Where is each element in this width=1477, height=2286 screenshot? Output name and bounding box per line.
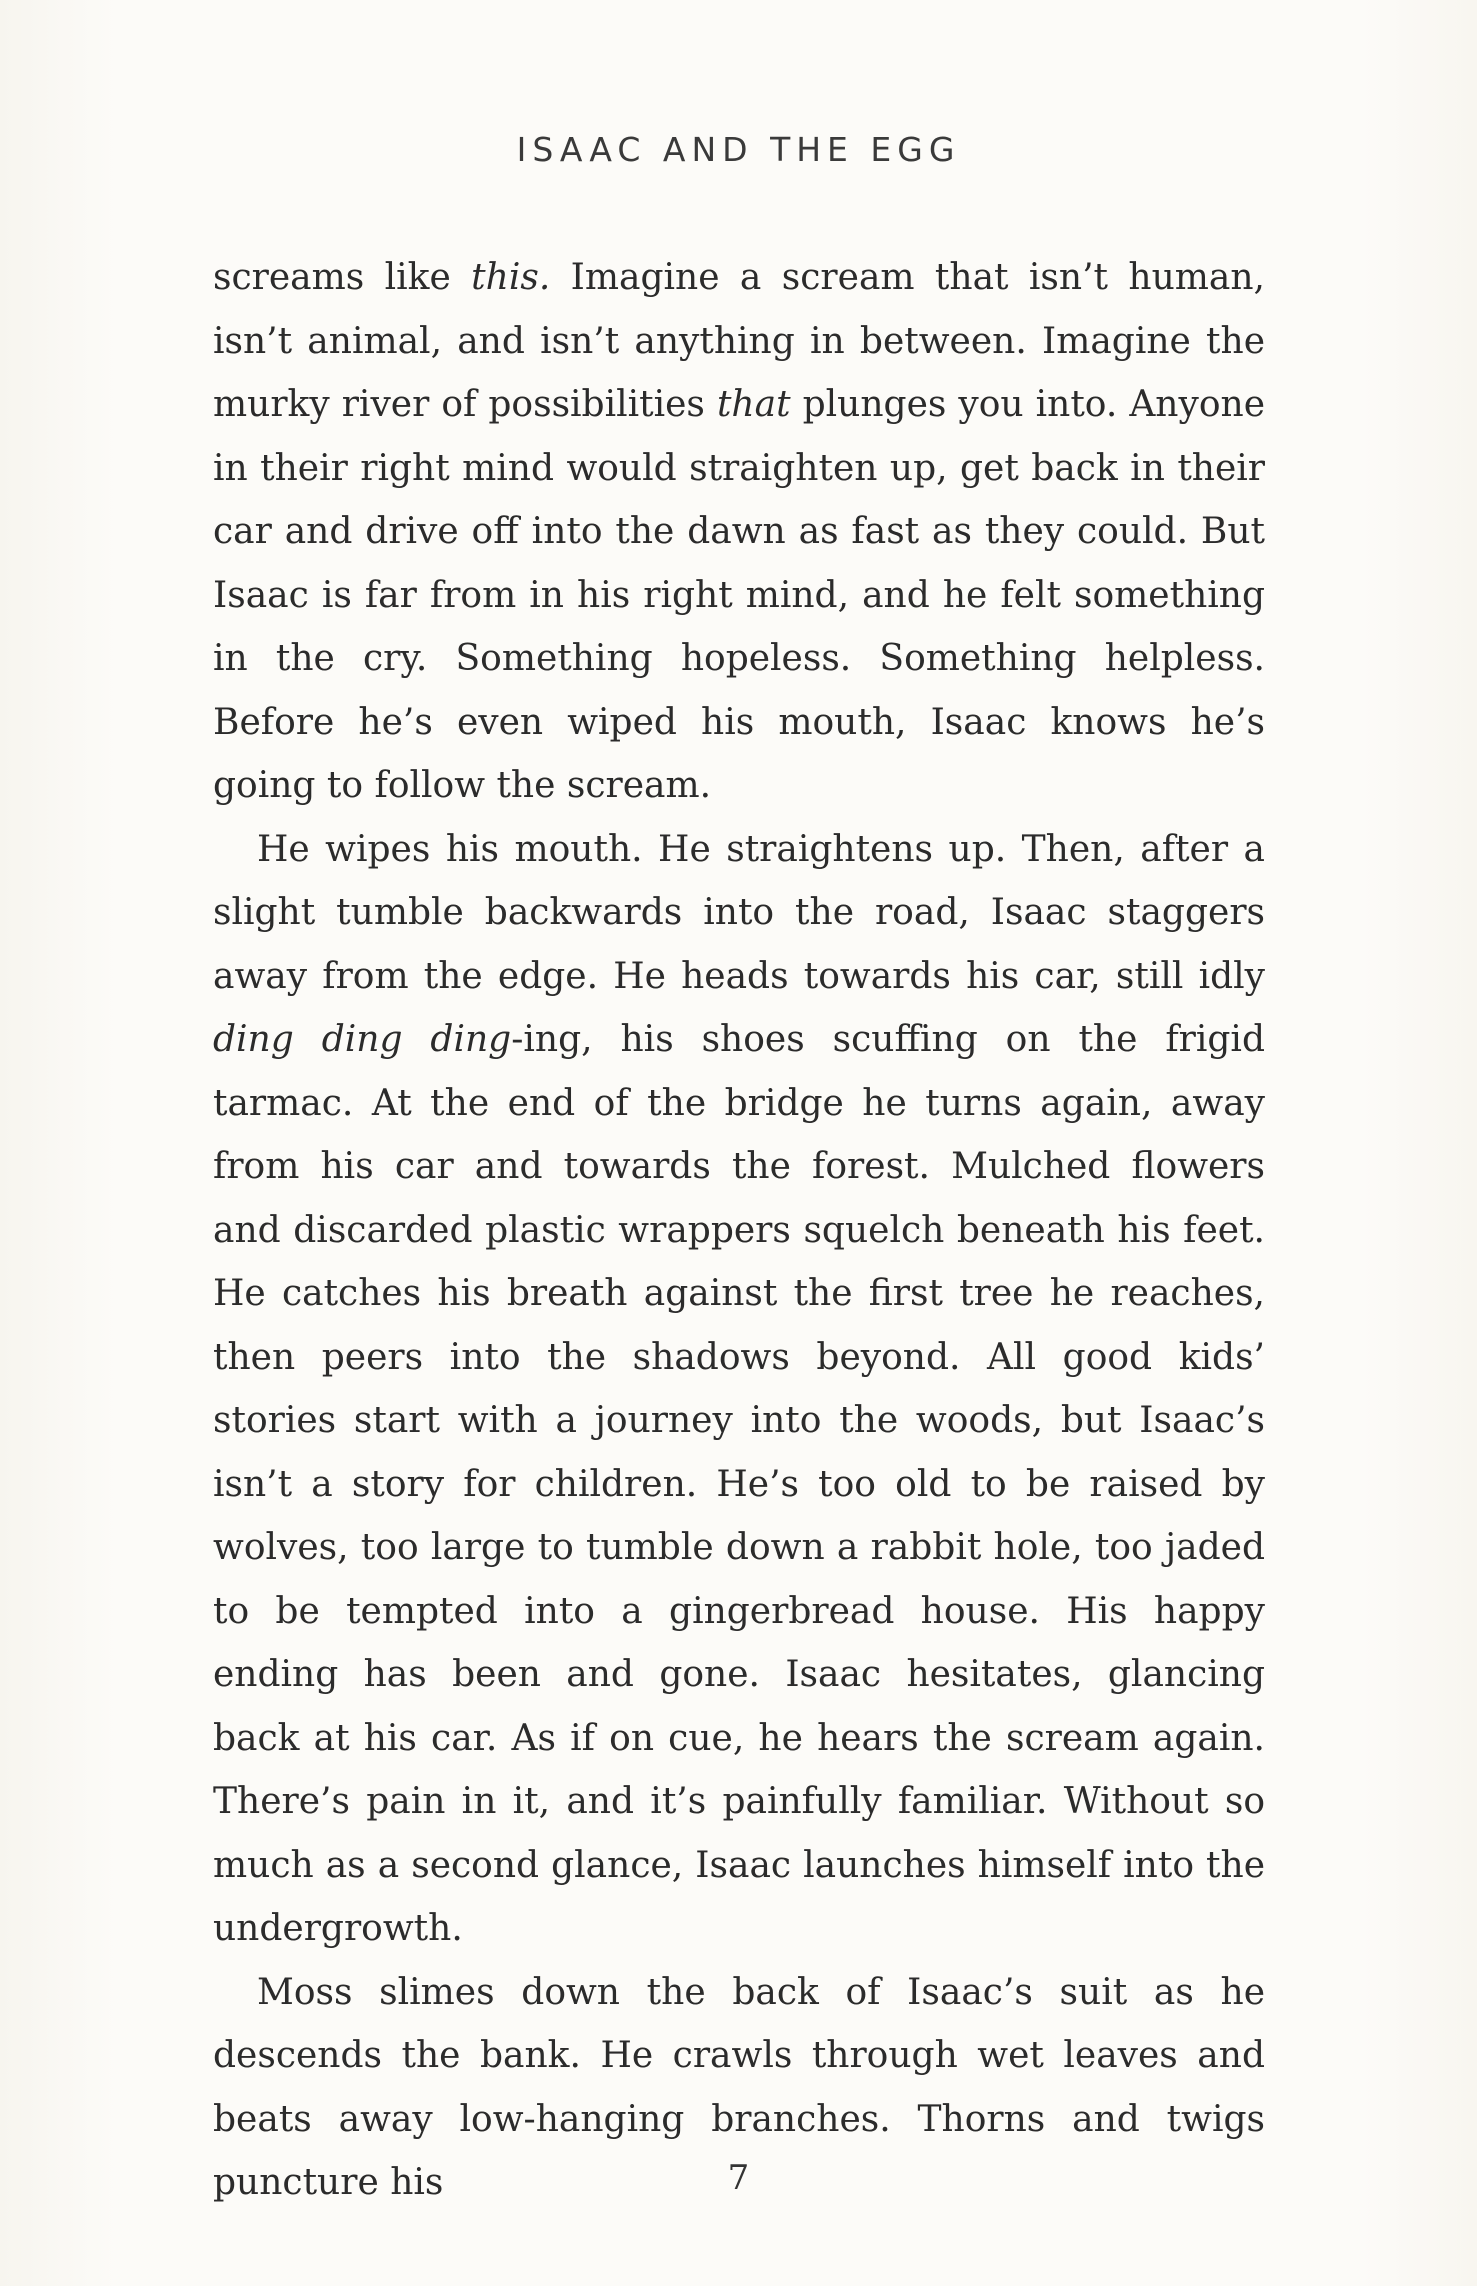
running-head: ISAAC AND THE EGG — [516, 130, 961, 169]
text-run-italic: this. — [471, 257, 551, 298]
page-number: 7 — [727, 2158, 750, 2198]
paragraph — [213, 246, 1265, 818]
text-run: Moss slimes down the back of Isaac’s suit as he descends the bank. He crawls through wet leaves and beats away low-hanging branches. Thorns and twigs puncture his — [213, 1971, 1265, 2203]
body-text — [213, 246, 1265, 2215]
text-run: He wipes his mouth. He straightens up. Then, after a slight tumble backwards into the road, Isaac staggers away from the edge. He heads towards his car, still idly — [213, 828, 1265, 997]
text-run-italic: ding ding ding — [213, 1019, 512, 1060]
text-run: Imagine a scream that isn’t human, isn’t animal, and isn’t anything in between. Imagine the murky river of possibilities — [213, 257, 1265, 425]
paragraph — [213, 818, 1265, 1961]
text-run: plunges you into. Anyone in their right mind would straighten up, get back in their car and drive off into the dawn as fast as they could. But Isaac is far from in his right mind, and he felt something in the cry. Something hopeless. Something helpless. Before he’s even wiped his mouth, Isaac knows he’s going to follow the scream. — [213, 384, 1265, 806]
text-run-italic: that — [716, 384, 791, 425]
text-run: screams like — [213, 257, 472, 298]
text-run: -ing, his shoes scuffing on the frigid tarmac. At the end of the bridge he turns again, away from his car and towards the forest. Mulched flowers and discarded plastic wrappers squelch beneath his feet. He catches his breath against the first tree he reaches, then peers into the shadows beyond. All good kids’ stories start with a journey into the woods, but Isaac’s isn’t a story for children. He’s too old to be raised by wolves, too large to tumble down a rabbit hole, too jaded to be tempted into a gingerbread house. His happy ending has been and gone. Isaac hesitates, glancing back at his car. As if on cue, he hears the scream again. There’s pain in it, and it’s painfully familiar. Without so much as a second glance, Isaac launches himself into the undergrowth. — [213, 1019, 1265, 1949]
